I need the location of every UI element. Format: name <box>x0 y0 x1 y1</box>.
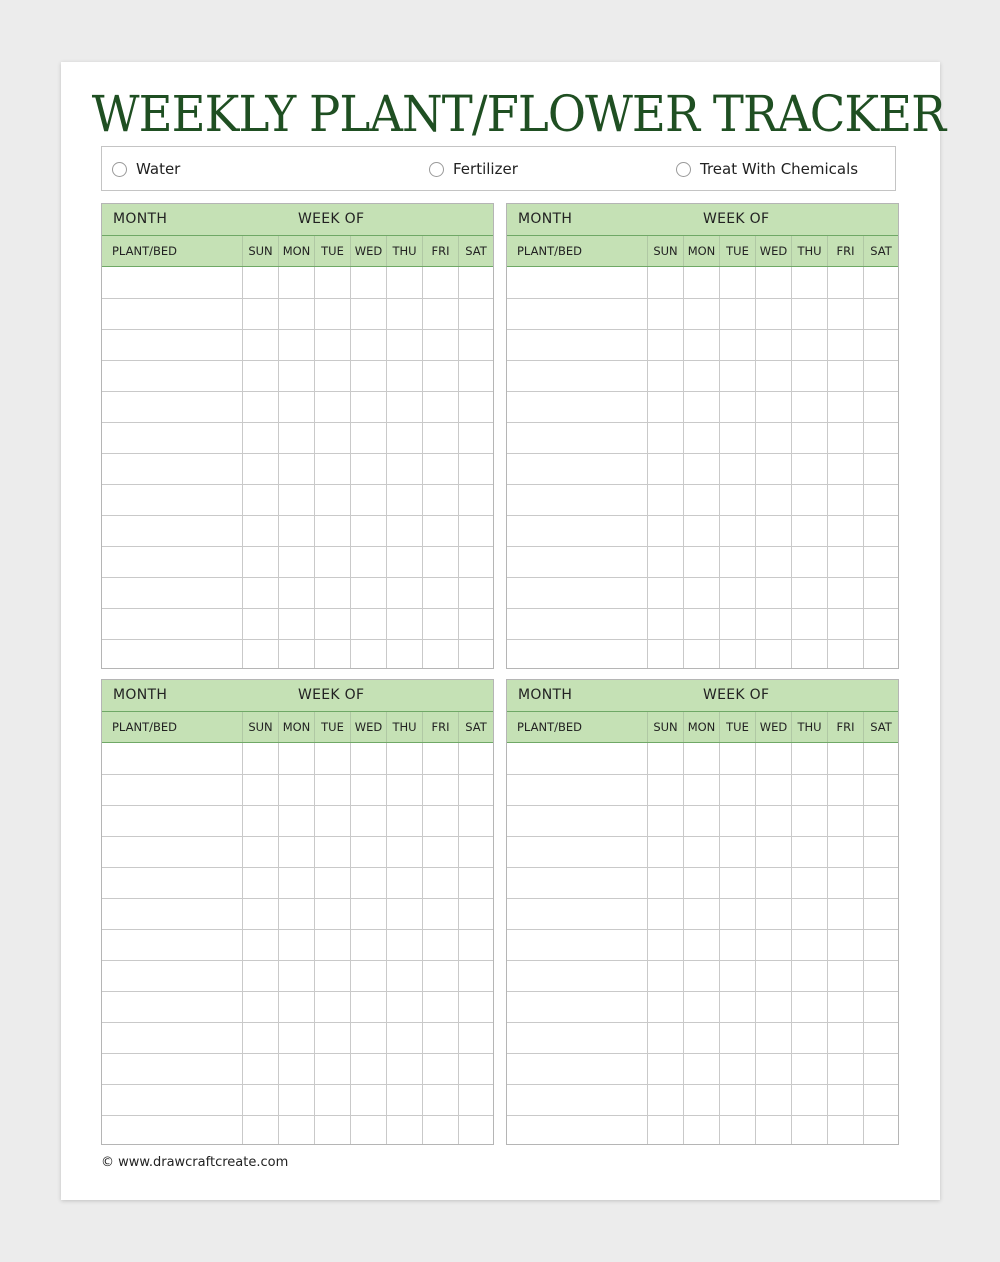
column-header-thu: THU <box>791 236 827 266</box>
table-row[interactable] <box>102 639 493 670</box>
table-row[interactable] <box>102 391 493 422</box>
legend-item-treat-with-chemicals <box>676 160 858 178</box>
legend-label: Water <box>136 160 181 178</box>
table-row[interactable] <box>507 577 898 608</box>
column-header-row <box>507 712 898 743</box>
column-header-fri: FRI <box>827 236 863 266</box>
column-header-wed: WED <box>350 712 386 742</box>
table-row[interactable] <box>102 867 493 898</box>
table-row[interactable] <box>102 991 493 1022</box>
table-row[interactable] <box>507 1115 898 1146</box>
column-header-row <box>507 236 898 267</box>
table-row[interactable] <box>102 546 493 577</box>
circle-icon <box>676 162 691 177</box>
column-header-row <box>102 236 493 267</box>
column-header-plant-bed: PLANT/BED <box>112 244 177 258</box>
table-row[interactable] <box>102 1115 493 1146</box>
column-header-mon: MON <box>683 712 719 742</box>
legend-label: Treat With Chemicals <box>700 160 859 178</box>
table-row[interactable] <box>102 774 493 805</box>
table-row[interactable] <box>102 929 493 960</box>
table-row[interactable] <box>507 422 898 453</box>
table-row[interactable] <box>507 484 898 515</box>
column-header-wed: WED <box>755 712 791 742</box>
column-header-tue: TUE <box>314 236 350 266</box>
tracker-grid <box>507 267 898 668</box>
table-row[interactable] <box>102 298 493 329</box>
circle-icon <box>429 162 444 177</box>
table-row[interactable] <box>102 515 493 546</box>
column-header-row <box>102 712 493 743</box>
legend <box>101 146 896 191</box>
tracker-table-1 <box>101 203 494 669</box>
copyright-footer: © www.drawcraftcreate.com <box>101 1155 289 1170</box>
tracker-grid <box>102 267 493 668</box>
table-row[interactable] <box>102 484 493 515</box>
column-header-thu: THU <box>791 712 827 742</box>
column-header-wed: WED <box>755 236 791 266</box>
column-header-fri: FRI <box>422 236 458 266</box>
table-row[interactable] <box>102 1022 493 1053</box>
legend-item-water <box>112 160 180 178</box>
column-header-tue: TUE <box>719 236 755 266</box>
table-row[interactable] <box>507 298 898 329</box>
column-header-mon: MON <box>278 712 314 742</box>
table-row[interactable] <box>507 453 898 484</box>
column-header-wed: WED <box>350 236 386 266</box>
table-row[interactable] <box>102 453 493 484</box>
table-row[interactable] <box>507 1053 898 1084</box>
column-header-sat: SAT <box>863 712 898 742</box>
column-header-sat: SAT <box>458 712 493 742</box>
table-row[interactable] <box>507 391 898 422</box>
legend-label: Fertilizer <box>453 160 518 178</box>
tracker-table-2 <box>506 203 899 669</box>
table-row[interactable] <box>507 329 898 360</box>
legend-item-fertilizer <box>429 160 518 178</box>
column-header-fri: FRI <box>827 712 863 742</box>
tracker-table-4 <box>506 679 899 1145</box>
column-header-plant-bed: PLANT/BED <box>517 720 582 734</box>
table-row[interactable] <box>507 867 898 898</box>
column-header-plant-bed: PLANT/BED <box>517 244 582 258</box>
table-row[interactable] <box>102 960 493 991</box>
column-header-tue: TUE <box>719 712 755 742</box>
table-row[interactable] <box>507 639 898 670</box>
week-of-label: WEEK OF <box>703 211 770 227</box>
table-row[interactable] <box>102 329 493 360</box>
tracker-page <box>61 62 946 1200</box>
table-row[interactable] <box>102 1053 493 1084</box>
column-header-plant-bed: PLANT/BED <box>112 720 177 734</box>
tracker-grid <box>102 743 493 1144</box>
tracker-title-bar <box>102 680 493 712</box>
tracker-grid <box>507 743 898 1144</box>
circle-icon <box>112 162 127 177</box>
tracker-table-3 <box>101 679 494 1145</box>
table-row[interactable] <box>102 608 493 639</box>
table-row[interactable] <box>507 515 898 546</box>
table-row[interactable] <box>102 898 493 929</box>
table-row[interactable] <box>507 608 898 639</box>
table-row[interactable] <box>102 267 493 298</box>
table-row[interactable] <box>507 774 898 805</box>
table-row[interactable] <box>507 743 898 774</box>
table-row[interactable] <box>102 805 493 836</box>
table-row[interactable] <box>507 1084 898 1115</box>
column-header-mon: MON <box>683 236 719 266</box>
table-row[interactable] <box>507 898 898 929</box>
page-title: WEEKLY PLANT/FLOWER TRACKER <box>91 85 946 143</box>
table-row[interactable] <box>507 1022 898 1053</box>
week-of-label: WEEK OF <box>298 211 365 227</box>
table-row[interactable] <box>507 836 898 867</box>
tracker-title-bar <box>507 204 898 236</box>
table-row[interactable] <box>102 743 493 774</box>
column-header-fri: FRI <box>422 712 458 742</box>
table-row[interactable] <box>102 360 493 391</box>
column-header-sat: SAT <box>458 236 493 266</box>
month-label: MONTH <box>518 211 573 227</box>
table-row[interactable] <box>102 836 493 867</box>
table-row[interactable] <box>102 422 493 453</box>
tracker-title-bar <box>507 680 898 712</box>
table-row[interactable] <box>507 360 898 391</box>
column-header-thu: THU <box>386 236 422 266</box>
week-of-label: WEEK OF <box>298 687 365 703</box>
column-header-sun: SUN <box>647 712 683 742</box>
column-header-thu: THU <box>386 712 422 742</box>
column-header-mon: MON <box>278 236 314 266</box>
column-header-sun: SUN <box>242 712 278 742</box>
table-row[interactable] <box>507 267 898 298</box>
column-header-tue: TUE <box>314 712 350 742</box>
month-label: MONTH <box>113 687 168 703</box>
table-row[interactable] <box>507 929 898 960</box>
month-label: MONTH <box>518 687 573 703</box>
table-row[interactable] <box>507 805 898 836</box>
column-header-sun: SUN <box>242 236 278 266</box>
tracker-title-bar <box>102 204 493 236</box>
table-row[interactable] <box>102 577 493 608</box>
column-header-sat: SAT <box>863 236 898 266</box>
table-row[interactable] <box>507 991 898 1022</box>
column-header-sun: SUN <box>647 236 683 266</box>
week-of-label: WEEK OF <box>703 687 770 703</box>
table-row[interactable] <box>507 960 898 991</box>
table-row[interactable] <box>102 1084 493 1115</box>
table-row[interactable] <box>507 546 898 577</box>
month-label: MONTH <box>113 211 168 227</box>
